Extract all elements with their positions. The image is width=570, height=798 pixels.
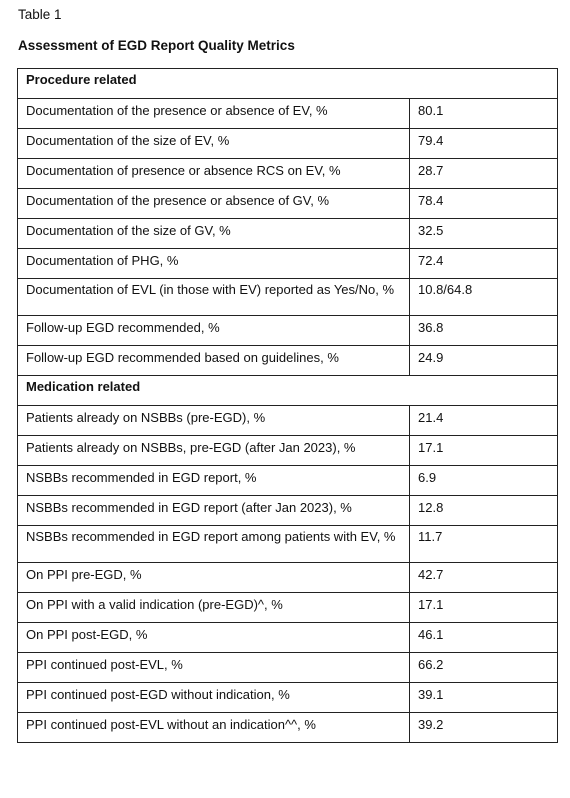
metric-value: 17.1 [410,593,558,623]
table-row [18,653,558,683]
metric-value: 66.2 [410,653,558,683]
metric-value: 78.4 [410,189,558,219]
section-header-row [18,69,558,99]
metric-value: 36.8 [410,316,558,346]
table-row [18,346,558,376]
table-row [18,623,558,653]
metric-label: On PPI with a valid indication (pre-EGD)^, % [18,593,410,623]
metric-value: 80.1 [410,99,558,129]
table-row [18,496,558,526]
table-row [18,563,558,593]
metric-value: 42.7 [410,563,558,593]
metric-label: PPI continued post-EGD without indication, % [18,683,410,713]
metric-value: 32.5 [410,219,558,249]
table-row [18,436,558,466]
metric-label: Patients already on NSBBs (pre-EGD), % [18,406,410,436]
metric-value: 46.1 [410,623,558,653]
metric-label: Follow-up EGD recommended, % [18,316,410,346]
metric-value: 12.8 [410,496,558,526]
table-row [18,593,558,623]
metric-value: 10.8/64.8 [410,279,558,316]
metric-label: PPI continued post-EVL without an indication^^, % [18,713,410,743]
metric-label: Patients already on NSBBs, pre-EGD (after Jan 2023), % [18,436,410,466]
metric-label: Documentation of EVL (in those with EV) reported as Yes/No, % [18,279,410,316]
metric-label: On PPI pre-EGD, % [18,563,410,593]
table-row [18,526,558,563]
table-row [18,713,558,743]
table-row [18,219,558,249]
metric-label: NSBBs recommended in EGD report (after Jan 2023), % [18,496,410,526]
metric-value: 21.4 [410,406,558,436]
metric-label: Documentation of the presence or absence of EV, % [18,99,410,129]
table-row [18,279,558,316]
metric-value: 39.1 [410,683,558,713]
table-row [18,249,558,279]
table-row [18,683,558,713]
metric-label: Follow-up EGD recommended based on guidelines, % [18,346,410,376]
table-row [18,406,558,436]
metric-value: 6.9 [410,466,558,496]
metric-value: 39.2 [410,713,558,743]
metric-value: 72.4 [410,249,558,279]
metric-label: PPI continued post-EVL, % [18,653,410,683]
section-heading-medication: Medication related [18,376,558,406]
section-header-row [18,376,558,406]
metric-value: 17.1 [410,436,558,466]
section-heading-procedure: Procedure related [18,69,558,99]
metric-label: Documentation of presence or absence RCS on EV, % [18,159,410,189]
table-row [18,466,558,496]
metric-value: 11.7 [410,526,558,563]
metric-label: Documentation of the presence or absence of GV, % [18,189,410,219]
metric-value: 28.7 [410,159,558,189]
metric-label: Documentation of the size of GV, % [18,219,410,249]
metric-label: NSBBs recommended in EGD report, % [18,466,410,496]
metric-label: NSBBs recommended in EGD report among patients with EV, % [18,526,410,563]
metric-label: Documentation of the size of EV, % [18,129,410,159]
table-row [18,159,558,189]
table-row [18,189,558,219]
table-caption: Table 1 [18,7,62,22]
table-row [18,316,558,346]
table-row [18,129,558,159]
metric-value: 24.9 [410,346,558,376]
metric-label: On PPI post-EGD, % [18,623,410,653]
metric-value: 79.4 [410,129,558,159]
table-title: Assessment of EGD Report Quality Metrics [18,38,295,53]
table-row [18,99,558,129]
quality-metrics-table [17,68,558,743]
metric-label: Documentation of PHG, % [18,249,410,279]
